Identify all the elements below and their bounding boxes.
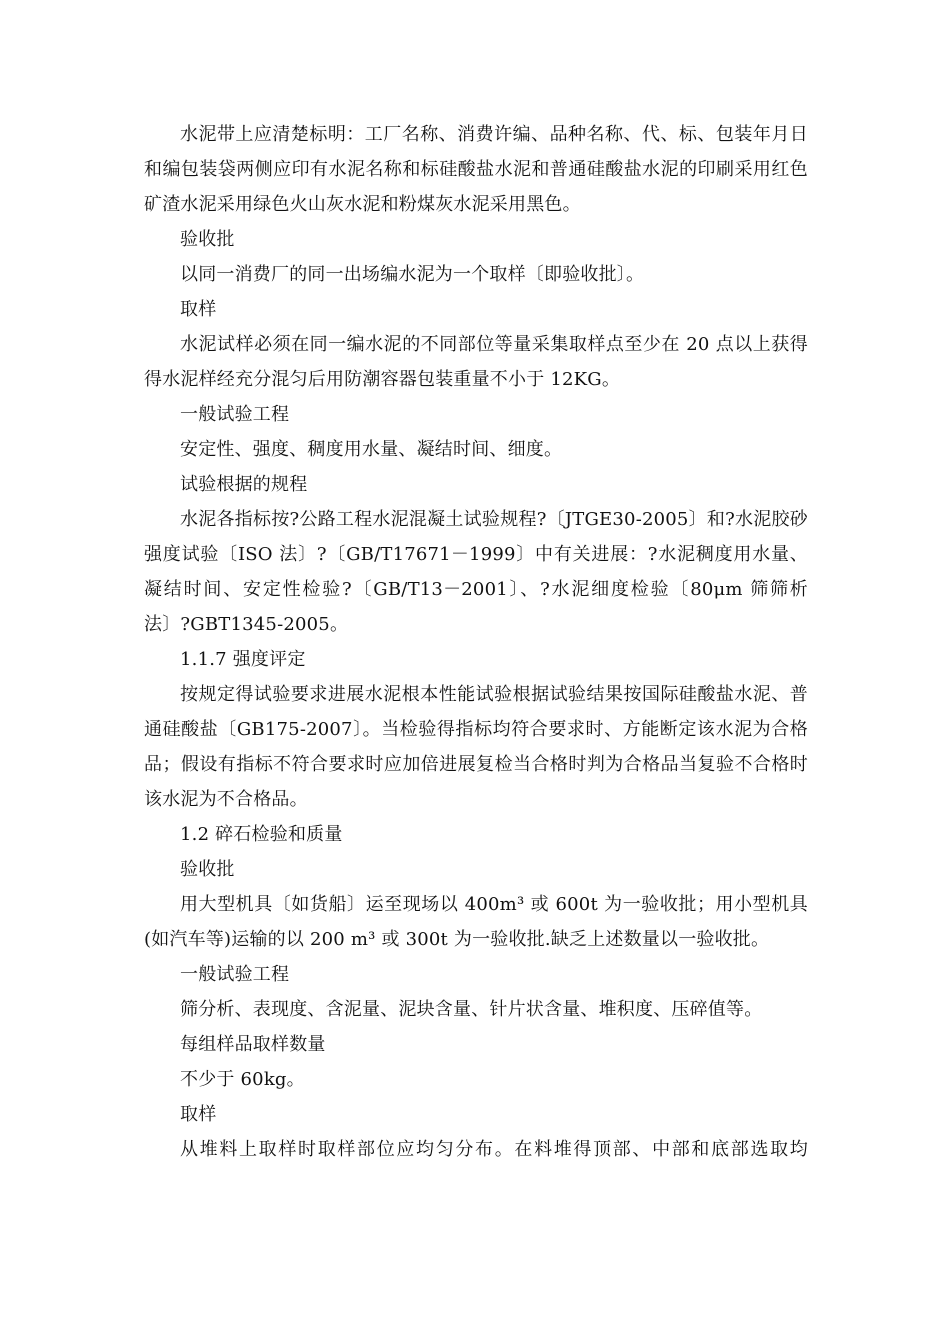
heading-sampling-gravel: 取样 [180, 1104, 217, 1125]
heading-general-tests: 一般试验工程 [180, 404, 290, 425]
paragraph-cement-sampling: 水泥试样必须在同一编水泥的不同部位等量采集取样点至少在 20 点以上获得得水泥样经充分混匀后用防潮容器包装重量不小于 12KG。 [144, 334, 808, 390]
heading-sample-quantity: 每组样品取样数量 [180, 1034, 326, 1055]
document-page [144, 117, 808, 1167]
paragraph-cement-bag-marking: 水泥带上应清楚标明：工厂名称、消费许编、品种名称、代、标、包装年月日和编包装袋两侧应印有水泥名称和标硅酸盐水泥和普通硅酸盐水泥的印刷采用红色矿渣水泥采用绿色火山灰水泥和粉煤灰水泥采用黑色。 [144, 124, 808, 215]
heading-gravel-inspection: 1.2 碎石检验和质量 [180, 824, 343, 845]
paragraph-acceptance-batch: 以同一消费厂的同一出场编水泥为一个取样〔即验收批〕。 [180, 264, 645, 285]
paragraph-test-standards: 水泥各指标按?公路工程水泥混凝土试验规程?〔JTGE30-2005〕和?水泥胶砂强度试验〔ISO 法〕?〔GB/T17671－1999〕中有关进展：?水泥稠度用水量、凝结时间、安定性检验?〔GB/T13－2001〕、?水泥细度检验〔80μm 筛筛析法〕?GBT1345-2005。 [144, 509, 808, 635]
paragraph-strength-evaluation: 按规定得试验要求进展水泥根本性能试验根据试验结果按国际硅酸盐水泥、普通硅酸盐〔GB175-2007〕。当检验得指标均符合要求时、方能断定该水泥为合格品；假设有指标不符合要求时应加倍进展复检当合格时判为合格品当复验不合格时该水泥为不合格品。 [144, 684, 808, 810]
paragraph-gravel-general-tests: 筛分析、表现度、含泥量、泥块含量、针片状含量、堆积度、压碎值等。 [180, 999, 763, 1020]
heading-test-standards: 试验根据的规程 [180, 474, 308, 495]
paragraph-gravel-acceptance-batch: 用大型机具〔如货船〕运至现场以 400m³ 或 600t 为一验收批；用小型机具(如汽车等)运输的以 200 m³ 或 300t 为一验收批.缺乏上述数量以一验收批。 [144, 894, 808, 950]
paragraph-gravel-sampling: 从堆料上取样时取样部位应均匀分布。在料堆得顶部、中部和底部选取均 [180, 1139, 808, 1160]
heading-strength-evaluation: 1.1.7 强度评定 [180, 649, 306, 670]
paragraph-sample-quantity: 不少于 60kg。 [180, 1069, 305, 1090]
heading-general-tests-gravel: 一般试验工程 [180, 964, 290, 985]
paragraph-general-tests: 安定性、强度、稠度用水量、凝结时间、细度。 [180, 439, 563, 460]
heading-sampling: 取样 [180, 299, 217, 320]
heading-acceptance-batch: 验收批 [180, 229, 235, 250]
heading-acceptance-batch-gravel: 验收批 [180, 859, 235, 880]
